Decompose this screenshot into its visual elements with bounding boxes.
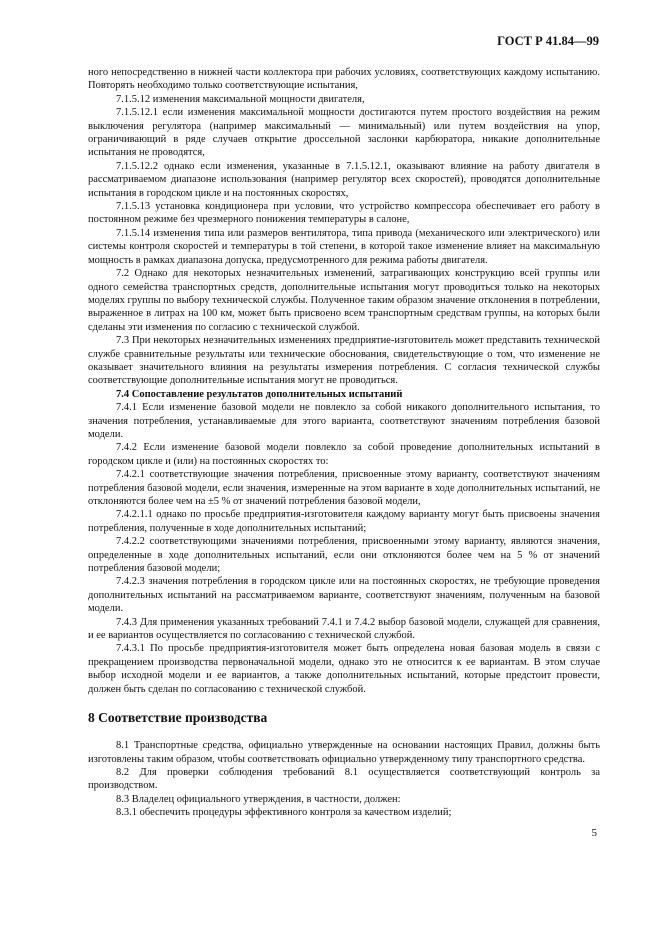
standard-code: ГОСТ Р 41.84—99 — [497, 34, 599, 48]
paragraph: ного непосредственно в нижней части коллектора при рабочих условиях, соответствующих каждому испытанию. Повторять необходимо только соответствующие испытания, — [88, 67, 600, 92]
subsection-title: 7.4 Сопоставление результатов дополнительных испытаний — [116, 388, 403, 400]
paragraph: 7.3 При некоторых незначительных изменениях предприятие-изготовитель может представить технической службе сравнительные результаты или технические обоснования, свидетельствующие о том, что изменение не оказывает значительного влияния на результаты измерения потребления. С согласия технической службы соответствующие дополнительные испытания могут не проводиться. — [88, 335, 600, 387]
paragraph: 7.4.2.2 соответствующими значениями потребления, присвоенными этому варианту, являются значения, определенные в ходе дополнительных испытаний, если они отклоняются более чем на 5 % от значений потребления базовой модели; — [88, 536, 600, 575]
paragraph: 8.3 Владелец официального утверждения, в частности, должен: — [116, 793, 401, 805]
section-title: 8 Соответствие производства — [88, 710, 268, 726]
paragraph: 8.3.1 обеспечить процедуры эффективного контроля за качеством изделий; — [116, 807, 452, 819]
paragraph: 7.1.5.12.1 если изменения максимальной мощности достигаются путем простого воздействия на режим выключения регулятора (например максимальный — минимальный) или путем воздействия на упор, ограничивающий в ряде случаев открытие дроссельной заслонки карбюратора, никакие дополнительные испытания не проводятся, — [88, 107, 600, 159]
paragraph: 7.4.3 Для применения указанных требований 7.4.1 и 7.4.2 выбор базовой модели, служащей для сравнения, и ее вариантов осуществляется по согласованию с технической службой. — [88, 616, 600, 642]
paragraph: 7.1.5.12 изменения максимальной мощности двигателя, — [116, 93, 365, 105]
paragraph: 7.2 Однако для некоторых незначительных изменений, затрагивающих конструкцию всей группы или одного семейства транспортных средств, дополнительные испытания могут проводиться только на некоторых моделях группы по выбору технической службы. Полученное таким образом значение отклонения в потреблении, выраженное в литрах на 100 км, может быть присвоено всем транспортным средствам группы, на которых были сделаны эти изменения по согласию с технической службой. — [88, 268, 600, 333]
paragraph: 7.4.2.3 значения потребления в городском цикле или на постоянных скоростях, не требующие проведения дополнительных испытаний на рассматриваемом варианте, соответствуют значениям, полученным на базовой модели. — [88, 576, 600, 615]
paragraph: 7.1.5.14 изменения типа или размеров вентилятора, типа привода (механического или электрического) или системы контроля скоростей и температуры в той степени, в которой такое изменение влияет на максимальную мощность в рамках диапазона допуска, предусмотренного для режима работы двигателя. — [88, 227, 600, 266]
paragraph: 7.4.2.1 соответствующие значения потребления, присвоенные этому варианту, соответствуют значениям потребления базовой модели, если значения, измеренные на этом варианте в ходе дополнительных испытаний, не отклоняются более чем на ±5 % от значений потребления базовой модели, — [88, 469, 600, 507]
paragraph: 8.2 Для проверки соблюдения требований 8.1 осуществляется соответствующий контроль за производством. — [88, 766, 600, 792]
document-body — [88, 66, 600, 820]
paragraph: 7.1.5.13 установка кондиционера при условии, что устройство компрессора обеспечивает его работу в постоянном режиме без чрезмерного понижения температуры в салоне, — [88, 201, 600, 226]
paragraph: 7.1.5.12.2 однако если изменения, указанные в 7.1.5.12.1, оказывают влияние на работу двигателя в рассматриваемом диапазоне использования (например регулятор всех скоростей), проводятся дополнительные испытания в городском цикле и на постоянных скоростях, — [88, 160, 600, 199]
page-number: 5 — [591, 827, 597, 839]
paragraph: 7.4.1 Если изменение базовой модели не повлекло за собой никакого дополнительного испытания, то значения потребления, устанавливаемые для этого варианта, соответствуют значениям потребления базовой модели. — [88, 402, 600, 440]
paragraph: 8.1 Транспортные средства, официально утвержденные на основании настоящих Правил, должны быть изготовлены таким образом, чтобы соответствовать официально утвержденному типу транспортного средства. — [88, 740, 600, 765]
paragraph: 7.4.3.1 По просьбе предприятия-изготовителя может быть определена новая базовая модель в связи с прекращением производства первоначальной модели, однако это не относится к ее вариантам. В этом случае выбор исходной модели и ее вариантов, а также дополнительных испытаний, которые предстоит провести, должен быть сделан по согласованию с технической службой. — [88, 643, 600, 695]
paragraph: 7.4.2.1.1 однако по просьбе предприятия-изготовителя каждому варианту могут быть присвоены значения потребления, полученные в ходе дополнительных испытаний; — [88, 509, 600, 534]
paragraph: 7.4.2 Если изменение базовой модели повлекло за собой проведение дополнительных испытаний в городском цикле и (или) на постоянных скоростях то: — [88, 442, 600, 467]
